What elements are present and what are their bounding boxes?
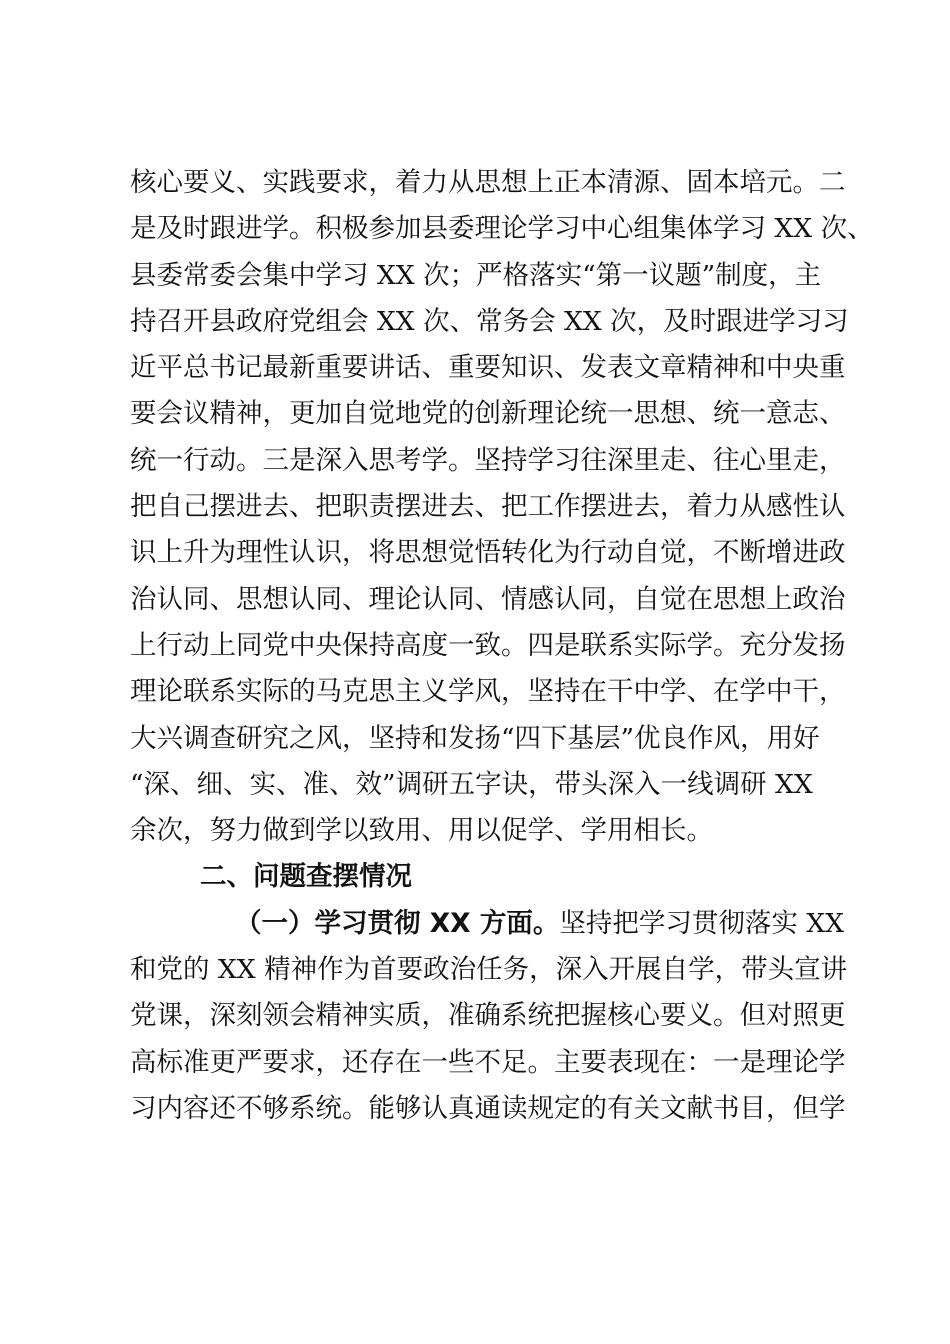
text-line: 党课，深刻领会精神实质，准确系统把握核心要义。但对照更 — [130, 1000, 846, 1032]
text-line: 统一行动。三是深入思考学。坚持学习往深里走、往心里走， — [130, 444, 846, 476]
paragraph-study-practice — [130, 160, 874, 854]
text-line: 和党的 XX 精神作为首要政治任务，深入开展自学，带头宣讲 — [130, 954, 848, 986]
text-segment: 坚持把学习贯彻落实 XX — [559, 907, 844, 939]
text-line: 近平总书记最新重要讲话、重要知识、发表文章精神和中央重 — [130, 352, 846, 384]
text-line: 理论联系实际的马克思主义学风，坚持在干中学、在学中干， — [130, 676, 846, 708]
section-heading: 二、问题查摆情况 — [200, 861, 412, 893]
text-line: 余次，努力做到学以致用、用以促学、学用相长。 — [130, 815, 713, 847]
text-line: 识上升为理性认识，将思想觉悟转化为行动自觉，不断增进政 — [130, 537, 846, 569]
document-body — [130, 160, 874, 1132]
paragraph-problems — [130, 901, 848, 1132]
text-line: 治认同、思想认同、理论认同、情感认同，自觉在思想上政治 — [130, 583, 846, 615]
paragraph-first-line — [130, 901, 844, 947]
text-line: 持召开县政府党组会 XX 次、常务会 XX 次，及时跟进学习习 — [130, 305, 849, 337]
text-line: 把自己摆进去、把职责摆进去、把工作摆进去，着力从感性认 — [130, 491, 846, 523]
text-line: 习内容还不够系统。能够认真通读规定的有关文献书目，但学 — [130, 1092, 846, 1124]
text-line: 县委常委会集中学习 XX 次；严格落实“第一议题”制度，主 — [130, 259, 822, 291]
text-line: 是及时跟进学。积极参加县委理论学习中心组集体学习 XX 次、 — [130, 213, 874, 245]
text-line: 高标准更严要求，还存在一些不足。主要表现在：一是理论学 — [130, 1046, 846, 1078]
text-line: 上行动上同党中央保持高度一致。四是联系实际学。充分发扬 — [130, 629, 846, 661]
subsection-title: （一）学习贯彻 XX 方面。 — [235, 907, 560, 939]
text-line: 大兴调查研究之风，坚持和发扬“四下基层”优良作风，用好 — [130, 722, 820, 754]
text-line: “深、细、实、准、效”调研五字诀，带头深入一线调研 XX — [130, 768, 813, 800]
text-line: 要会议精神，更加自觉地党的创新理论统一思想、统一意志、 — [130, 398, 846, 430]
text-line: 核心要义、实践要求，着力从思想上正本清源、固本培元。二 — [130, 167, 846, 198]
